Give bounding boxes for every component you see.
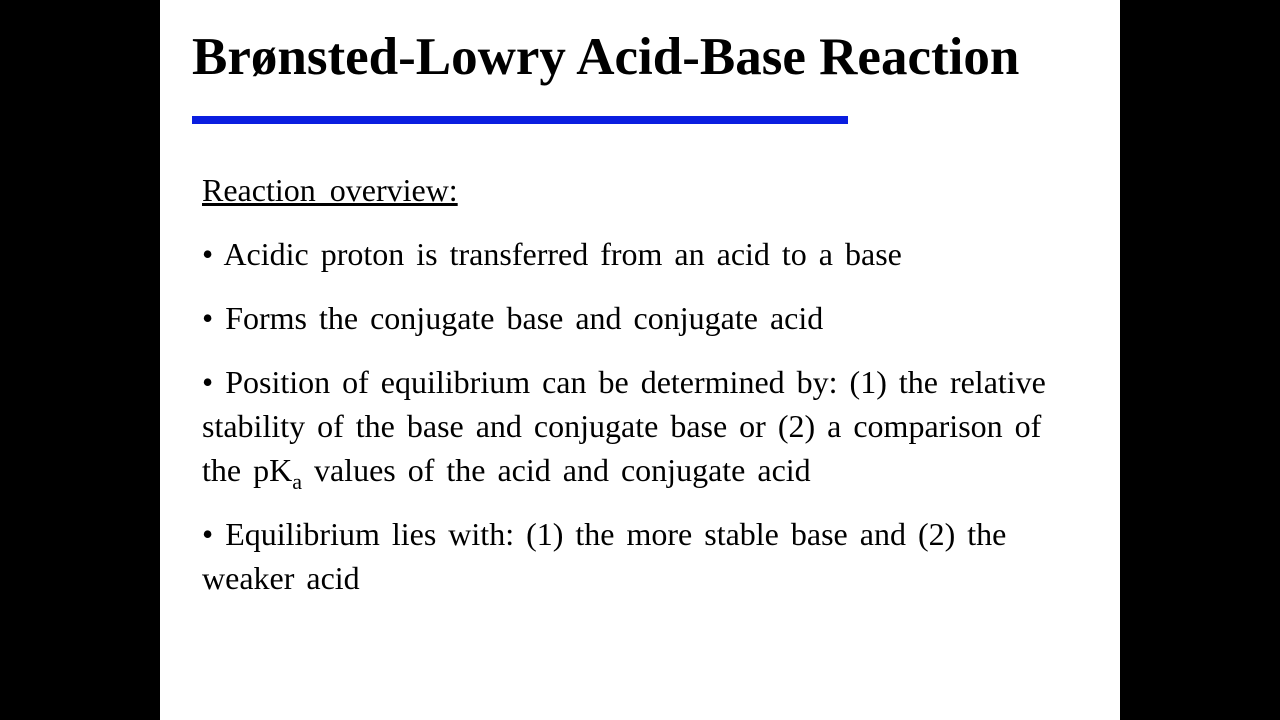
- bullet-equilibrium-position-text-end: values of the acid and conjugate acid: [301, 452, 811, 488]
- bullet-equilibrium-position-text-start: • Position of equilibrium can be determined by: (1) the relative stability of the base and conjugate base or (2) a comparison of the pK: [202, 364, 1046, 488]
- slide: [160, 0, 1120, 720]
- bullet-conjugate-formation: • Forms the conjugate base and conjugate acid: [202, 300, 824, 336]
- bullet-proton-transfer: • Acidic proton is transferred from an acid to a base: [202, 236, 902, 272]
- overview-heading: Reaction overview:: [202, 172, 458, 208]
- bullet-equilibrium-lies-with: • Equilibrium lies with: (1) the more stable base and (2) the weaker acid: [202, 516, 1007, 596]
- bullet-equilibrium-position: [202, 360, 1062, 492]
- title-underline-rule: [192, 116, 848, 124]
- slide-title: Brønsted-Lowry Acid-Base Reaction: [192, 28, 1020, 86]
- pka-subscript: a: [292, 469, 302, 494]
- slide-body: [202, 168, 1062, 620]
